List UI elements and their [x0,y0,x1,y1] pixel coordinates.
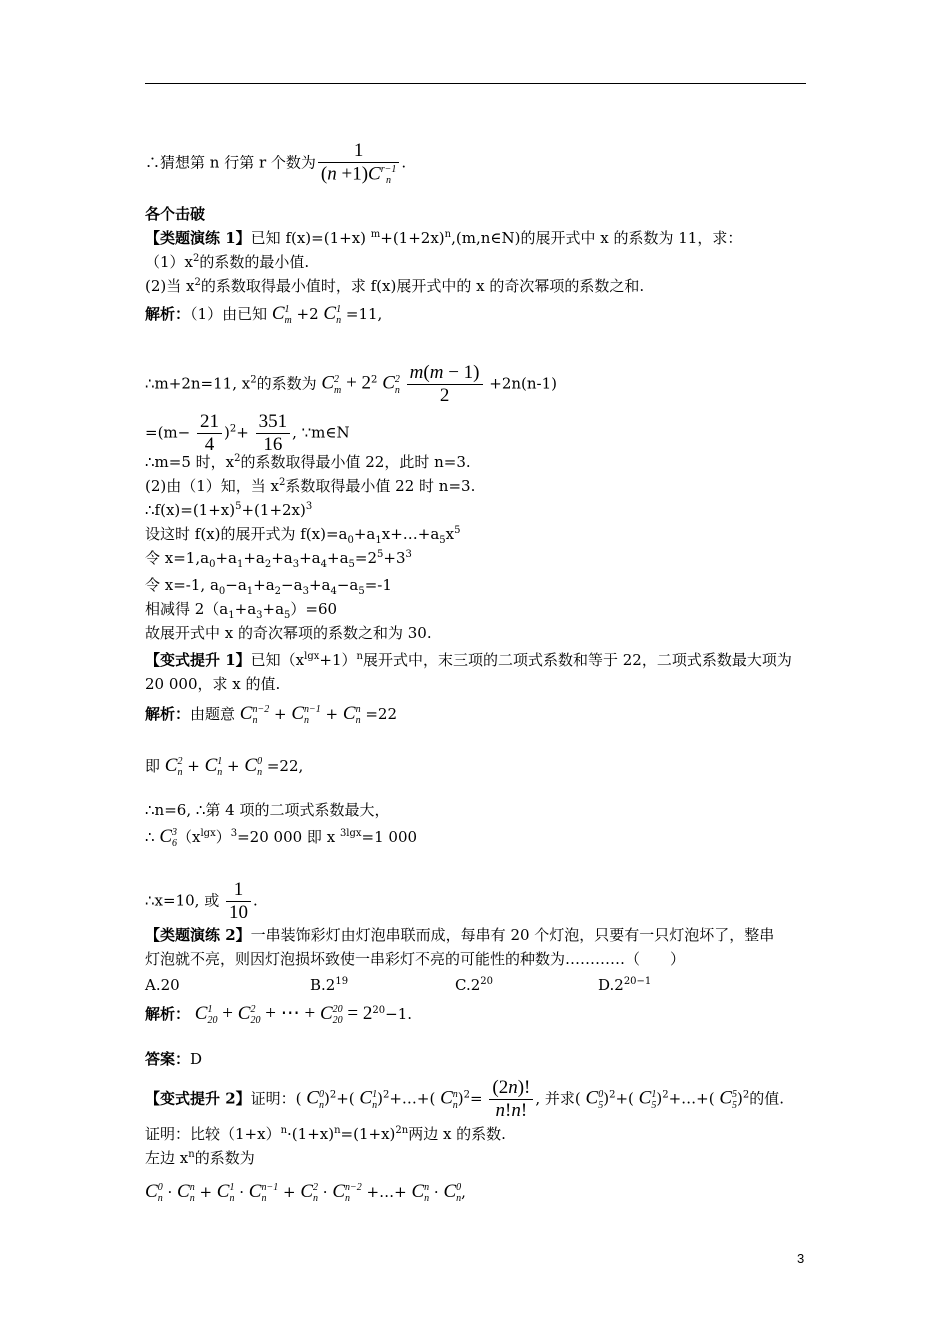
exercise-3-line2: 灯泡就不亮，则因灯泡损坏致使一串彩灯不亮的可能性的种数为…………（ ） [145,950,686,968]
exercise-3-head: 【类题演练 2】 [145,926,251,944]
solution-3-line: 解析： C 1 20 + C 2 20 + ⋯ + C 20 20 = $2^{20}-1$. [145,1003,413,1026]
answer-value: D [190,1050,203,1068]
exercise-1-body: 已知 f(x)=(1+x) [250,229,371,247]
exercise-2-line1: 【变式提升 1】已知$(x^{lgx}+1)^n$展开式中，末三项的二项式系数和等于 22，二项式系数最大项为 [145,651,792,669]
exercise-1-q1: $(1)x^2$的系数的最小值. [145,253,310,271]
proof-line1: 证明：比较$(1+x)^n\cdot(1+x)^n=(1+x)^{2n}$两边 x 的系数. [145,1125,506,1143]
solution-1-line10: 相减得 $2(a_1+a_3+a_5)=60$ [145,600,338,621]
guess-line: ∴猜想第 n 行第 r 个数为 1 (n +1)C r−1 n . [145,140,407,186]
solution-1-line7: 设这时 f(x)的展开式为 $f(x)=a_0+a_1x+\dots+a_5x^5$ [145,525,461,546]
exercise-1-q2: (2)当 $x^2$的系数取得最小值时，求 f(x)展开式中的 x 的奇次幂项的系数之和. [145,277,645,295]
solution-1-line9: 令 x=-1, $a_0-a_1+a_2-a_3+a_4-a_5=-1$ [145,576,392,597]
exercise-2-line2: 20 000，求 x 的值. [145,675,281,693]
solution-2-line3: ∴n=6, ∴第 4 项的二项式系数最大， [145,801,390,819]
solution-1-line1: 解析：（1）由已知 C 1 m +2 C 1 n =11, [145,303,383,326]
answer-line: 答案：D [145,1050,203,1068]
choice-c: $C.2^{20}$ [455,976,493,994]
answer-label: 答案 [145,1050,176,1068]
exercise-4-line: 【变式提升 2】证明：( C 0 n )$^2$+( C 1 n )$^2$+…+( C n n )$^2$= $\frac{(2n)!}{n!n!}$ , 并求( C 0 5 )$^2$+( C 1 5 )$^2$+…+( C 5 5 )$^2$的值. [145,1077,785,1121]
proof-line2: 左边 $x^n$的系数为 [145,1149,255,1167]
solution-1-line5: (2)由（1）知，当 $x^2$系数取得最小值 22 时 n=3. [145,477,476,495]
guess-fraction: 1 (n +1)C r−1 n [318,141,399,186]
solution-1-line8: 令 $x=1,a_0+a_1+a_2+a_3+a_4+a_5=2^5+3^3$ [145,549,412,570]
exercise-1-statement: 【类题演练 1】已知 f(x)=(1+x) $^m+(1+2x)^n,(m,n\in N)$的展开式中 x 的系数为 11，求： [145,229,743,247]
solution-1-line6: $\therefore f(x)=(1+x)^5+(1+2x)^3$ [145,501,313,519]
solution-1-line11: 故展开式中 x 的奇次幂项的系数之和为 30. [145,624,432,642]
header-rule [145,83,806,84]
solution-1-line2: ∴m+2n=11, $x^2$的系数为 C 2 m + $2^2$ C 2 n $\frac{m(m - 1)}{2}$ +2n(n-1) [145,362,558,406]
proof-line3: C 0 n · C n n + C 1 n · C n−1 n + C 2 n · C n−2 n +…+ C n n · C 0 n , [145,1181,466,1204]
solution-label: 解析 [145,305,176,323]
solution-1-line4: ∴m=5 时，$x^2$的系数取得最小值 22，此时 n=3. [145,453,471,471]
exercise-3-line1: 【类题演练 2】一串装饰彩灯由灯泡串联而成，每串有 20 个灯泡，只要有一只灯泡坏了，整串 [145,926,775,944]
solution-2-line5: ∴x=10, 或 $\frac{1}{10}$ . [145,879,258,923]
page-number: 3 [797,1251,805,1266]
guess-text: ∴猜想第 n 行第 r 个数为 [145,153,316,172]
solution-1-line3: =(m− $\frac{21}{4}$ )$^2$+ $\frac{351}{16}$ , ∵m∈N [145,411,350,455]
solution-2-line2: 即 C 2 n + C 1 n + C 0 n =22, [145,755,304,778]
choice-a: A.20 [145,976,180,994]
solution-2-line1: 解析：由题意 C n−2 n + C n−1 n + C n n =22 [145,703,398,726]
solution-2-line4: ∴ C 3 6 $(x^{lgx})^3=20$ 000 即 x $^{3lgx}$=1 000 [145,826,418,849]
choice-d: $D.2^{20-1}$ [598,976,652,994]
exercise-4-head: 【变式提升 2】 [145,1089,251,1108]
exercise-2-head: 【变式提升 1】 [145,651,251,669]
exercise-1-head: 【类题演练 1】 [145,229,251,247]
section-title: 各个击破 [145,205,206,223]
choice-b: $B.2^{19}$ [310,976,349,994]
